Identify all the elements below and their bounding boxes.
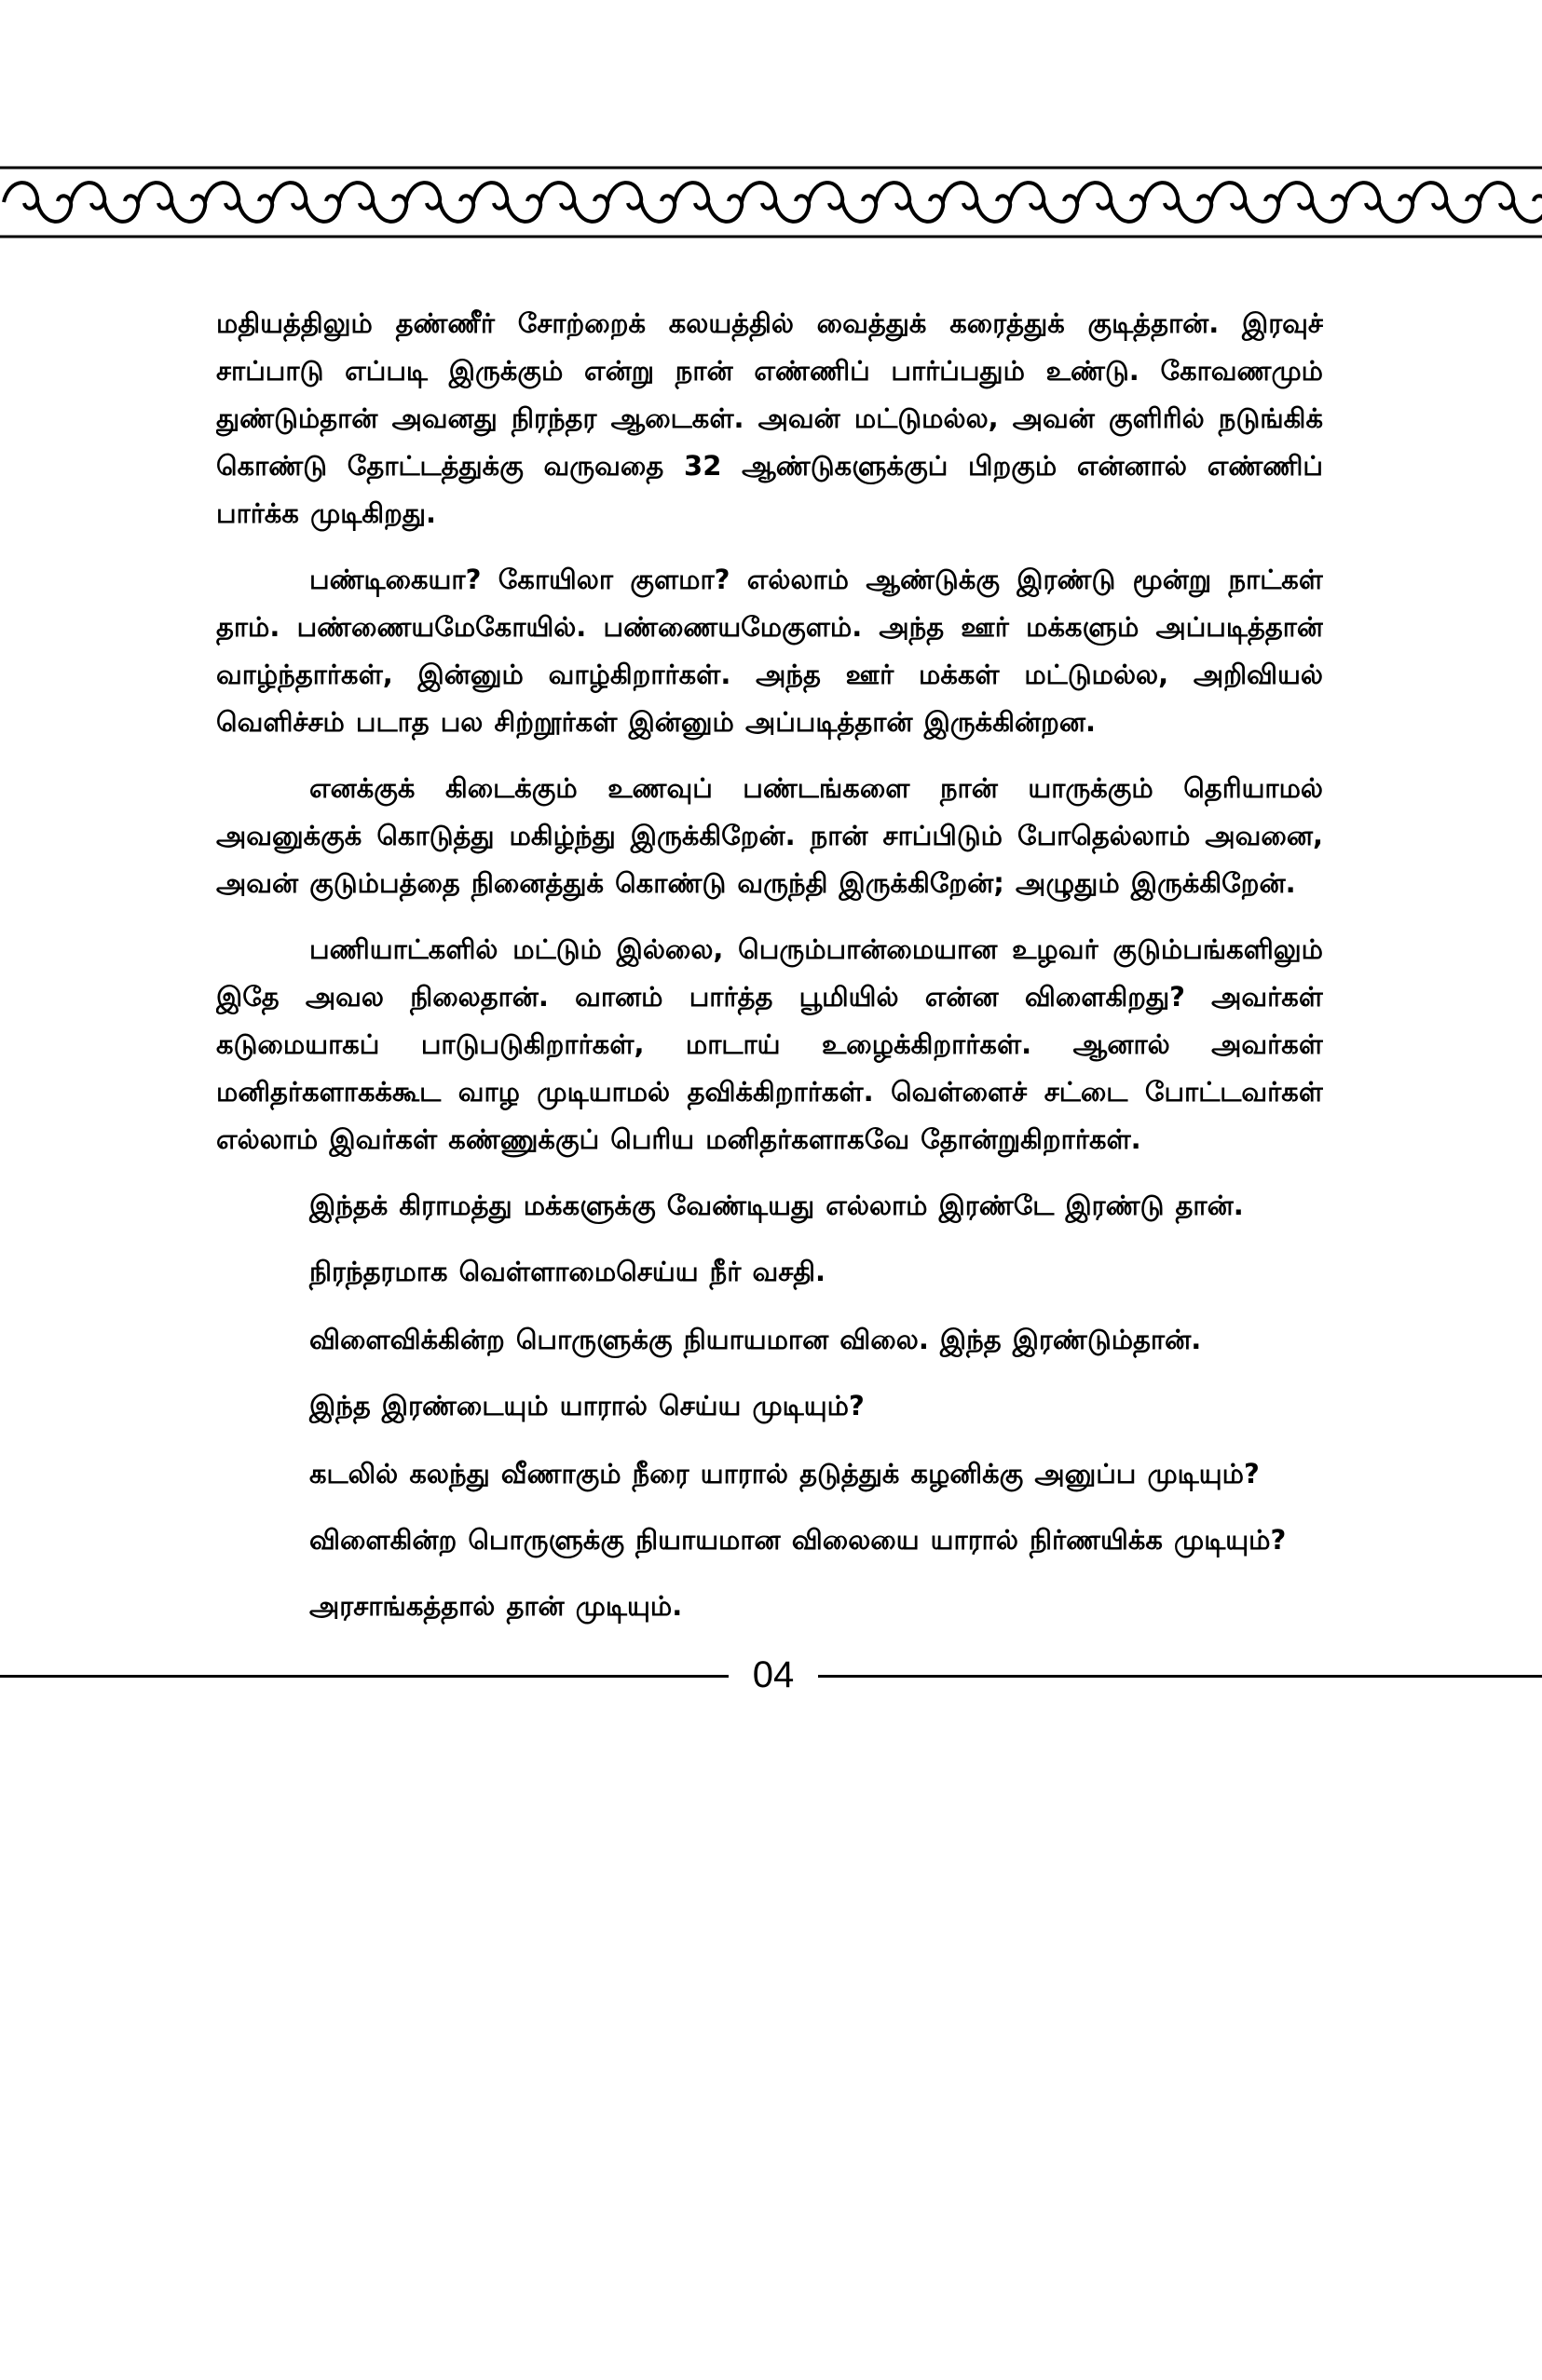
paragraph-3: எனக்குக் கிடைக்கும் உணவுப் பண்டங்களை நான் யாருக்கும் தெரியாமல் அவனுக்குக் கொடுத்து மகிழ்ந்து இருக்கிறேன். நான் சாப்பிடும் போதெல்லாம் அவனை, அவன் குடும்பத்தை நினைத்துக் கொண்டு வருந்தி இருக்கிறேன்; அழுதும் இருக்கிறேன். xyxy=(216,772,1323,899)
ornament-scroll-3 xyxy=(205,183,272,222)
paragraph-11: அரசாங்கத்தால் தான் முடியும். xyxy=(309,1590,683,1622)
ornament-scroll-18 xyxy=(1211,183,1278,222)
ornament-scroll-11 xyxy=(742,183,809,222)
ornament-scroll-9 xyxy=(607,183,675,222)
ornament-scroll-13 xyxy=(876,183,943,222)
footer-rule-right xyxy=(818,1675,1542,1678)
ornament-scroll-2 xyxy=(138,183,205,222)
page-number: 04 xyxy=(752,1654,795,1695)
ornament-svg xyxy=(0,160,1542,244)
paragraph-2: பண்டிகையா? கோயிலா குளமா? எல்லாம் ஆண்டுக்கு இரண்டு மூன்று நாட்கள் தாம். பண்ணையமேகோயில். பண்ணையமேகுளம். அந்த ஊர் மக்களும் அப்படித்தான் வாழ்ந்தார்கள், இன்னும் வாழ்கிறார்கள். அந்த ஊர் மக்கள் மட்டுமல்ல, அறிவியல் வெளிச்சம் படாத பல சிற்றூர்கள் இன்னும் அப்படித்தான் இருக்கின்றன. xyxy=(216,564,1323,738)
page-body xyxy=(216,300,1323,2070)
ornament-scroll-10 xyxy=(675,183,742,222)
footer-rule-left xyxy=(0,1675,729,1678)
ornament-scroll-12 xyxy=(809,183,876,222)
ornament-scroll-16 xyxy=(1077,183,1144,222)
ornament-scroll-21 xyxy=(1412,183,1480,222)
paragraph-7: விளைவிக்கின்ற பொருளுக்கு நியாயமான விலை. இந்த இரண்டும்தான். xyxy=(309,1324,1202,1355)
ornament-scroll-17 xyxy=(1144,183,1211,222)
header-ornament-border xyxy=(0,160,1542,244)
ornament-scroll-14 xyxy=(943,183,1010,222)
paragraph-1: மதியத்திலும் தண்ணீர் சோற்றைக் கலயத்தில் வைத்துக் கரைத்துக் குடித்தான். இரவுச் சாப்பாடு எப்படி இருக்கும் என்று நான் எண்ணிப் பார்ப்பதும் உண்டு. கோவணமும் துண்டும்தான் அவனது நிரந்தர ஆடைகள். அவன் மட்டுமல்ல, அவன் குளிரில் நடுங்கிக் கொண்டு தோட்டத்துக்கு வருவதை 32 ஆண்டுகளுக்குப் பிறகும் என்னால் எண்ணிப் பார்க்க முடிகிறது. xyxy=(216,307,1323,529)
paragraph-4: பணியாட்களில் மட்டும் இல்லை, பெரும்பான்மையான உழவர் குடும்பங்களிலும் இதே அவல நிலைதான். வானம் பார்த்த பூமியில் என்ன விளைகிறது? அவர்கள் கடுமையாகப் பாடுபடுகிறார்கள், மாடாய் உழைக்கிறார்கள். ஆனால் அவர்கள் மனிதர்களாகக்கூட வாழ முடியாமல் தவிக்கிறார்கள். வெள்ளைச் சட்டை போட்டவர்கள் எல்லாம் இவர்கள் கண்ணுக்குப் பெரிய மனிதர்களாகவே தோன்றுகிறார்கள். xyxy=(216,933,1323,1155)
ornament-scroll-19 xyxy=(1278,183,1345,222)
paragraph-6: நிரந்தரமாக வெள்ளாமைசெய்ய நீர் வசதி. xyxy=(309,1256,826,1287)
ornament-scroll-5 xyxy=(339,183,406,222)
paragraph-8: இந்த இரண்டையும் யாரால் செய்ய முடியும்? xyxy=(309,1390,865,1421)
ornament-scroll-7 xyxy=(473,183,540,222)
ornament-scroll-1 xyxy=(71,183,138,222)
ornament-scroll-8 xyxy=(540,183,607,222)
ornament-motifs xyxy=(4,183,1542,222)
ornament-scroll-6 xyxy=(406,183,473,222)
ornament-scroll-15 xyxy=(1010,183,1077,222)
ornament-scroll-22 xyxy=(1480,183,1542,222)
paragraph-10: விளைகின்ற பொருளுக்கு நியாயமான விலையை யாரால் நிர்ணயிக்க முடியும்? xyxy=(309,1524,1287,1556)
paragraph-5: இந்தக் கிராமத்து மக்களுக்கு வேண்டியது எல்லாம் இரண்டே இரண்டு தான். xyxy=(309,1190,1244,1221)
ornament-scroll-0 xyxy=(4,183,71,222)
ornament-scroll-20 xyxy=(1345,183,1412,222)
page-footer xyxy=(0,1639,1542,1714)
paragraph-9: கடலில் கலந்து வீணாகும் நீரை யாரால் தடுத்துக் கழனிக்கு அனுப்ப முடியும்? xyxy=(309,1458,1260,1489)
ornament-scroll-4 xyxy=(272,183,339,222)
